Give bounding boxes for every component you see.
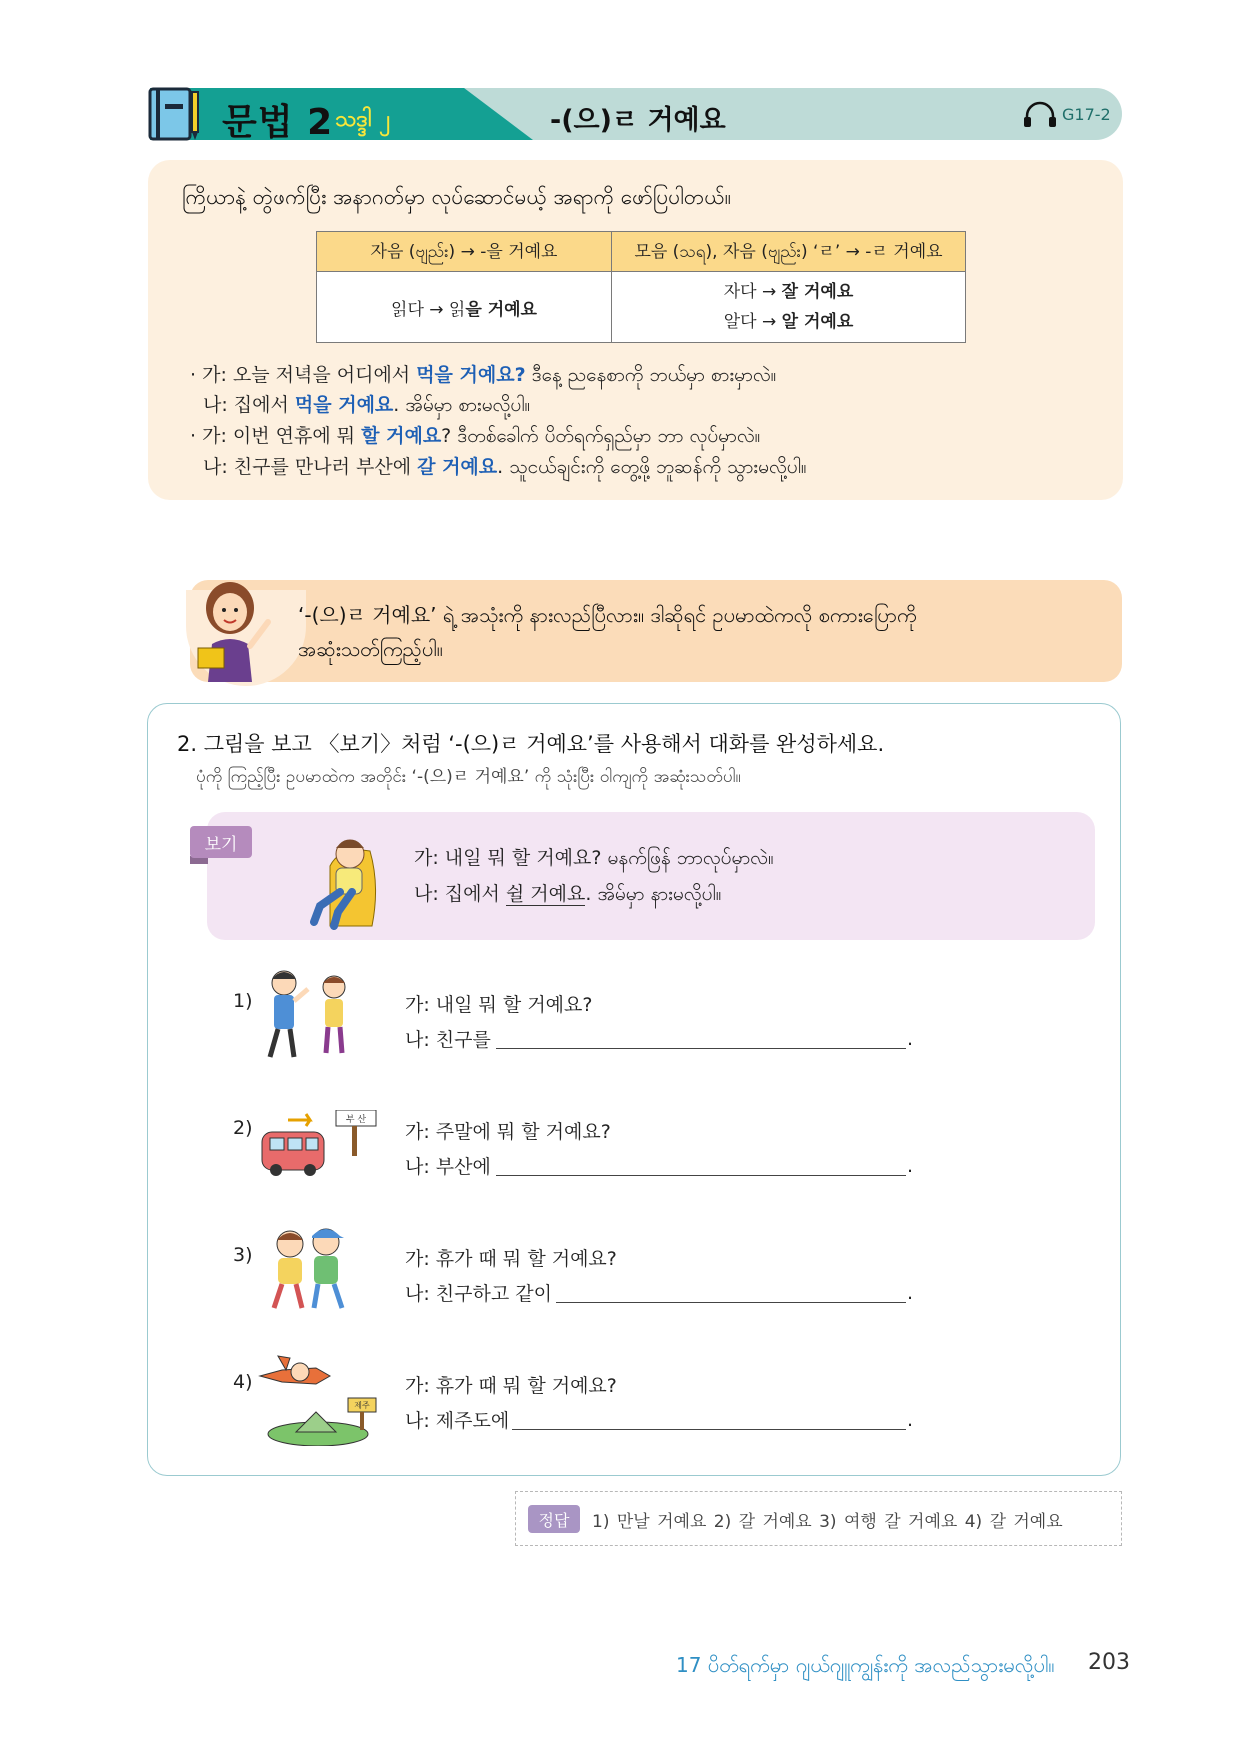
example-text: 나: 집에서 xyxy=(203,394,295,416)
answer-blank-1[interactable] xyxy=(496,1048,906,1049)
example-base: 알다 → xyxy=(723,312,782,332)
grammar-example-2b xyxy=(203,452,807,483)
example-ending: 잘 거예요 xyxy=(781,282,854,302)
resting-boy-illustration xyxy=(300,826,388,930)
vowel-example-1 xyxy=(724,277,854,307)
answer-blank-4[interactable] xyxy=(512,1429,906,1430)
period: . xyxy=(907,1155,914,1177)
example-base: 자다 → xyxy=(723,282,782,302)
chapter-footer: 17 ပိတ်ရက်မှာ ဂျယ်ဂျူကျွန်းကို အလည်သွားမလို့ပါ။ xyxy=(676,1653,1055,1677)
bus-to-busan-illustration xyxy=(258,1110,378,1182)
table-header-consonant: 자음 (ဗျည်း) → -을 거예요 xyxy=(317,232,612,272)
item-question-3: 가: 휴가 때 뭐 할 거예요? xyxy=(405,1248,617,1270)
example-question: 가: 내일 뭐 할 거예요? မနက်ဖြန် ဘာလုပ်မှာလဲ။ xyxy=(414,847,774,869)
audio-track-label[interactable]: G17-2 xyxy=(1062,105,1111,124)
plane-to-jeju-illustration xyxy=(256,1350,382,1446)
exercise-title: 2. 그림을 보고 〈보기〉처럼 ‘-(으)ㄹ 거예요’를 사용해서 대화를 완성하세요. xyxy=(177,732,885,756)
period: . xyxy=(907,1282,914,1304)
grammar-example-1b xyxy=(203,390,530,421)
table-cell-consonant-example xyxy=(317,272,612,342)
jeju-sign-text: 제주 xyxy=(354,1401,370,1410)
example-text: 가: 이번 연휴에 뭐 xyxy=(202,425,362,447)
example-highlight: 갈 거예요 xyxy=(417,456,498,478)
example-translation: . သူငယ်ချင်းကို တွေ့ဖို့ ဘူဆန်ကို သွားမလို့ပါ။ xyxy=(497,456,807,478)
exercise-subtitle: ပုံကို ကြည့်ပြီး ဥပမာထဲက အတိုင်း ‘-(으)ㄹ 거예요’ ကို သုံးပြီး ဝါကျကို အဆုံးသတ်ပါ။ xyxy=(196,767,741,787)
example-ending: 알 거예요 xyxy=(781,312,854,332)
vowel-example-2 xyxy=(724,307,854,337)
example-base: 읽다 → 읽 xyxy=(391,299,466,320)
example-highlight: 먹을 거예요? xyxy=(416,364,526,386)
grammar-pattern-title: -(으)ㄹ 거예요 xyxy=(550,105,726,136)
item-number-1: 1) xyxy=(233,990,253,1012)
teacher-note-text xyxy=(298,598,917,666)
grammar-intro-text: ကြိယာနဲ့ တွဲဖက်ပြီး အနာဂတ်မှာ လုပ်ဆောင်မယ့် အရာကို ဖော်ပြပါတယ်။ xyxy=(182,185,732,209)
item-answer-prefix-2: 나: 부산에 xyxy=(405,1156,491,1178)
headphones-icon[interactable] xyxy=(1022,100,1058,128)
example-text: 나: 친구를 만나러 부산에 xyxy=(203,456,418,478)
item-number-2: 2) xyxy=(233,1117,253,1139)
answer-translation: . အိမ်မှာ နားမလို့ပါ။ xyxy=(585,883,722,905)
item-number-3: 3) xyxy=(233,1244,253,1266)
friends-meeting-illustration xyxy=(262,965,358,1065)
grammar-label-myanmar: သဒ္ဒါ ၂ xyxy=(335,107,391,132)
example-translation: . အိမ်မှာ စားမလို့ပါ။ xyxy=(393,394,531,416)
note-line-1: ‘-(으)ㄹ 거예요’ ရဲ့ အသုံးကို နားလည်ပြီလား။ ဒါဆိုရင် ဥပမာထဲကလို စကားပြောကို xyxy=(298,603,917,627)
example-text: 가: 오늘 저녁을 어디에서 xyxy=(202,364,417,386)
example-answer xyxy=(414,879,721,910)
book-icon xyxy=(148,86,200,142)
busan-sign-text: 부 산 xyxy=(345,1115,367,1125)
grammar-example-2a: · 가: 이번 연휴에 뭐 할 거예요? ဒီတစ်ခေါက် ပိတ်ရက်ရှည်မှာ ဘာ လုပ်မှာလဲ။ xyxy=(190,425,761,447)
item-number-4: 4) xyxy=(233,1371,253,1393)
answer-key-text: 1) 만날 거예요 2) 갈 거예요 3) 여행 갈 거예요 4) 갈 거예요 xyxy=(592,1512,1063,1532)
answer-prefix: 나: 집에서 xyxy=(414,883,506,905)
example-highlight: 할 거예요 xyxy=(361,425,442,447)
conjugation-table xyxy=(316,231,966,343)
item-answer-prefix-3: 나: 친구하고 같이 xyxy=(405,1283,552,1305)
page-number: 203 xyxy=(1088,1650,1130,1675)
grammar-label: 문법 2 xyxy=(222,102,334,143)
item-answer-prefix-4: 나: 제주도에 xyxy=(405,1410,510,1432)
item-question-1: 가: 내일 뭐 할 거예요? xyxy=(405,994,593,1016)
answer-blank-2[interactable] xyxy=(496,1175,906,1176)
answer-blank-3[interactable] xyxy=(556,1302,906,1303)
answer-underlined: 쉴 거예요 xyxy=(505,883,586,905)
friends-traveling-illustration xyxy=(264,1222,356,1314)
answer-key-tag: 정답 xyxy=(528,1505,580,1533)
example-ending: 을 거예요 xyxy=(465,299,537,320)
example-tag: 보기 xyxy=(190,826,252,858)
period: . xyxy=(907,1028,914,1050)
period: . xyxy=(907,1409,914,1431)
grammar-example-1a: · 가: 오늘 저녁을 어디에서 먹을 거예요? ဒီနေ့ ညနေစာကို ဘယ်မှာ စားမှာလဲ။ xyxy=(190,364,777,386)
item-question-2: 가: 주말에 뭐 할 거예요? xyxy=(405,1121,611,1143)
table-header-vowel: 모음 (သရ), 자음 (ဗျည်း) ‘ㄹ’ → -ㄹ 거예요 xyxy=(612,232,965,272)
note-line-2: အဆုံးသတ်ကြည့်ပါ။ xyxy=(298,637,443,661)
example-translation: ? ဒီတစ်ခေါက် ပိတ်ရက်ရှည်မှာ ဘာ လုပ်မှာလဲ။ xyxy=(441,425,761,447)
item-question-4: 가: 휴가 때 뭐 할 거예요? xyxy=(405,1375,617,1397)
example-highlight: 먹을 거예요 xyxy=(294,394,394,416)
teacher-illustration xyxy=(190,578,280,682)
item-answer-prefix-1: 나: 친구를 xyxy=(405,1029,491,1051)
table-cell-vowel-examples xyxy=(612,272,965,342)
example-translation: ဒီနေ့ ညနေစာကို ဘယ်မှာ စားမှာလဲ။ xyxy=(525,364,777,386)
